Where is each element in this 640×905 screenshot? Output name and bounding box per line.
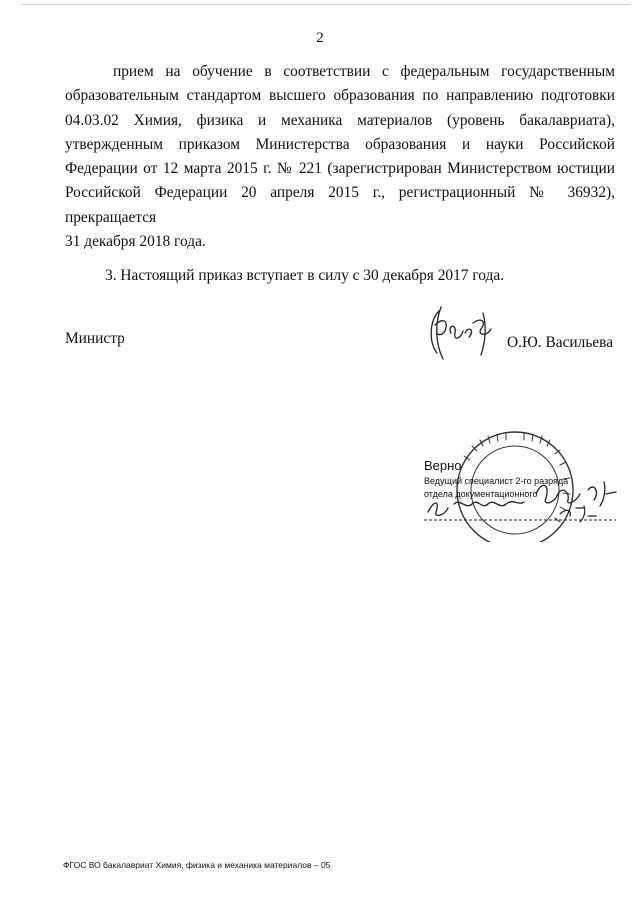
document-body xyxy=(65,60,615,289)
page-number: 2 xyxy=(316,30,324,46)
certification-verno: Верно xyxy=(424,458,462,473)
paragraph-1: прием на обучение в соответствии с федеральным государственным образовательным стандартом высшего образования по направлению подготовки 04.03.02 Химия, физика и механика материалов (уровень бакалавриата), утвержденным приказом Министерства образования и науки Российской Федерации от 12 марта 2015 г. № 221 (зарегистрирован Министерством юстиции Российской Федерации 20 апреля 2015 г., регистрационный № 36932), прекращается xyxy=(65,63,615,226)
paragraph-1-end: 31 декабря 2018 года. xyxy=(65,233,206,251)
paragraph-2: 3. Настоящий приказ вступает в силу с 30 декабря 2017 года. xyxy=(105,267,505,285)
certification-position: Ведущий специалист 2-го разряда xyxy=(424,476,569,486)
document-footer: ФГОС ВО бакалавриат Химия, физика и механика материалов – 05 xyxy=(63,860,331,870)
minister-signature xyxy=(425,303,505,363)
minister-name: О.Ю. Васильева xyxy=(507,334,614,351)
minister-title: Министр xyxy=(65,330,125,347)
scan-top-edge xyxy=(22,4,630,5)
certification-block xyxy=(420,422,630,542)
certifier-signature xyxy=(420,470,630,530)
certification-department: отдела документационного xyxy=(424,489,538,499)
